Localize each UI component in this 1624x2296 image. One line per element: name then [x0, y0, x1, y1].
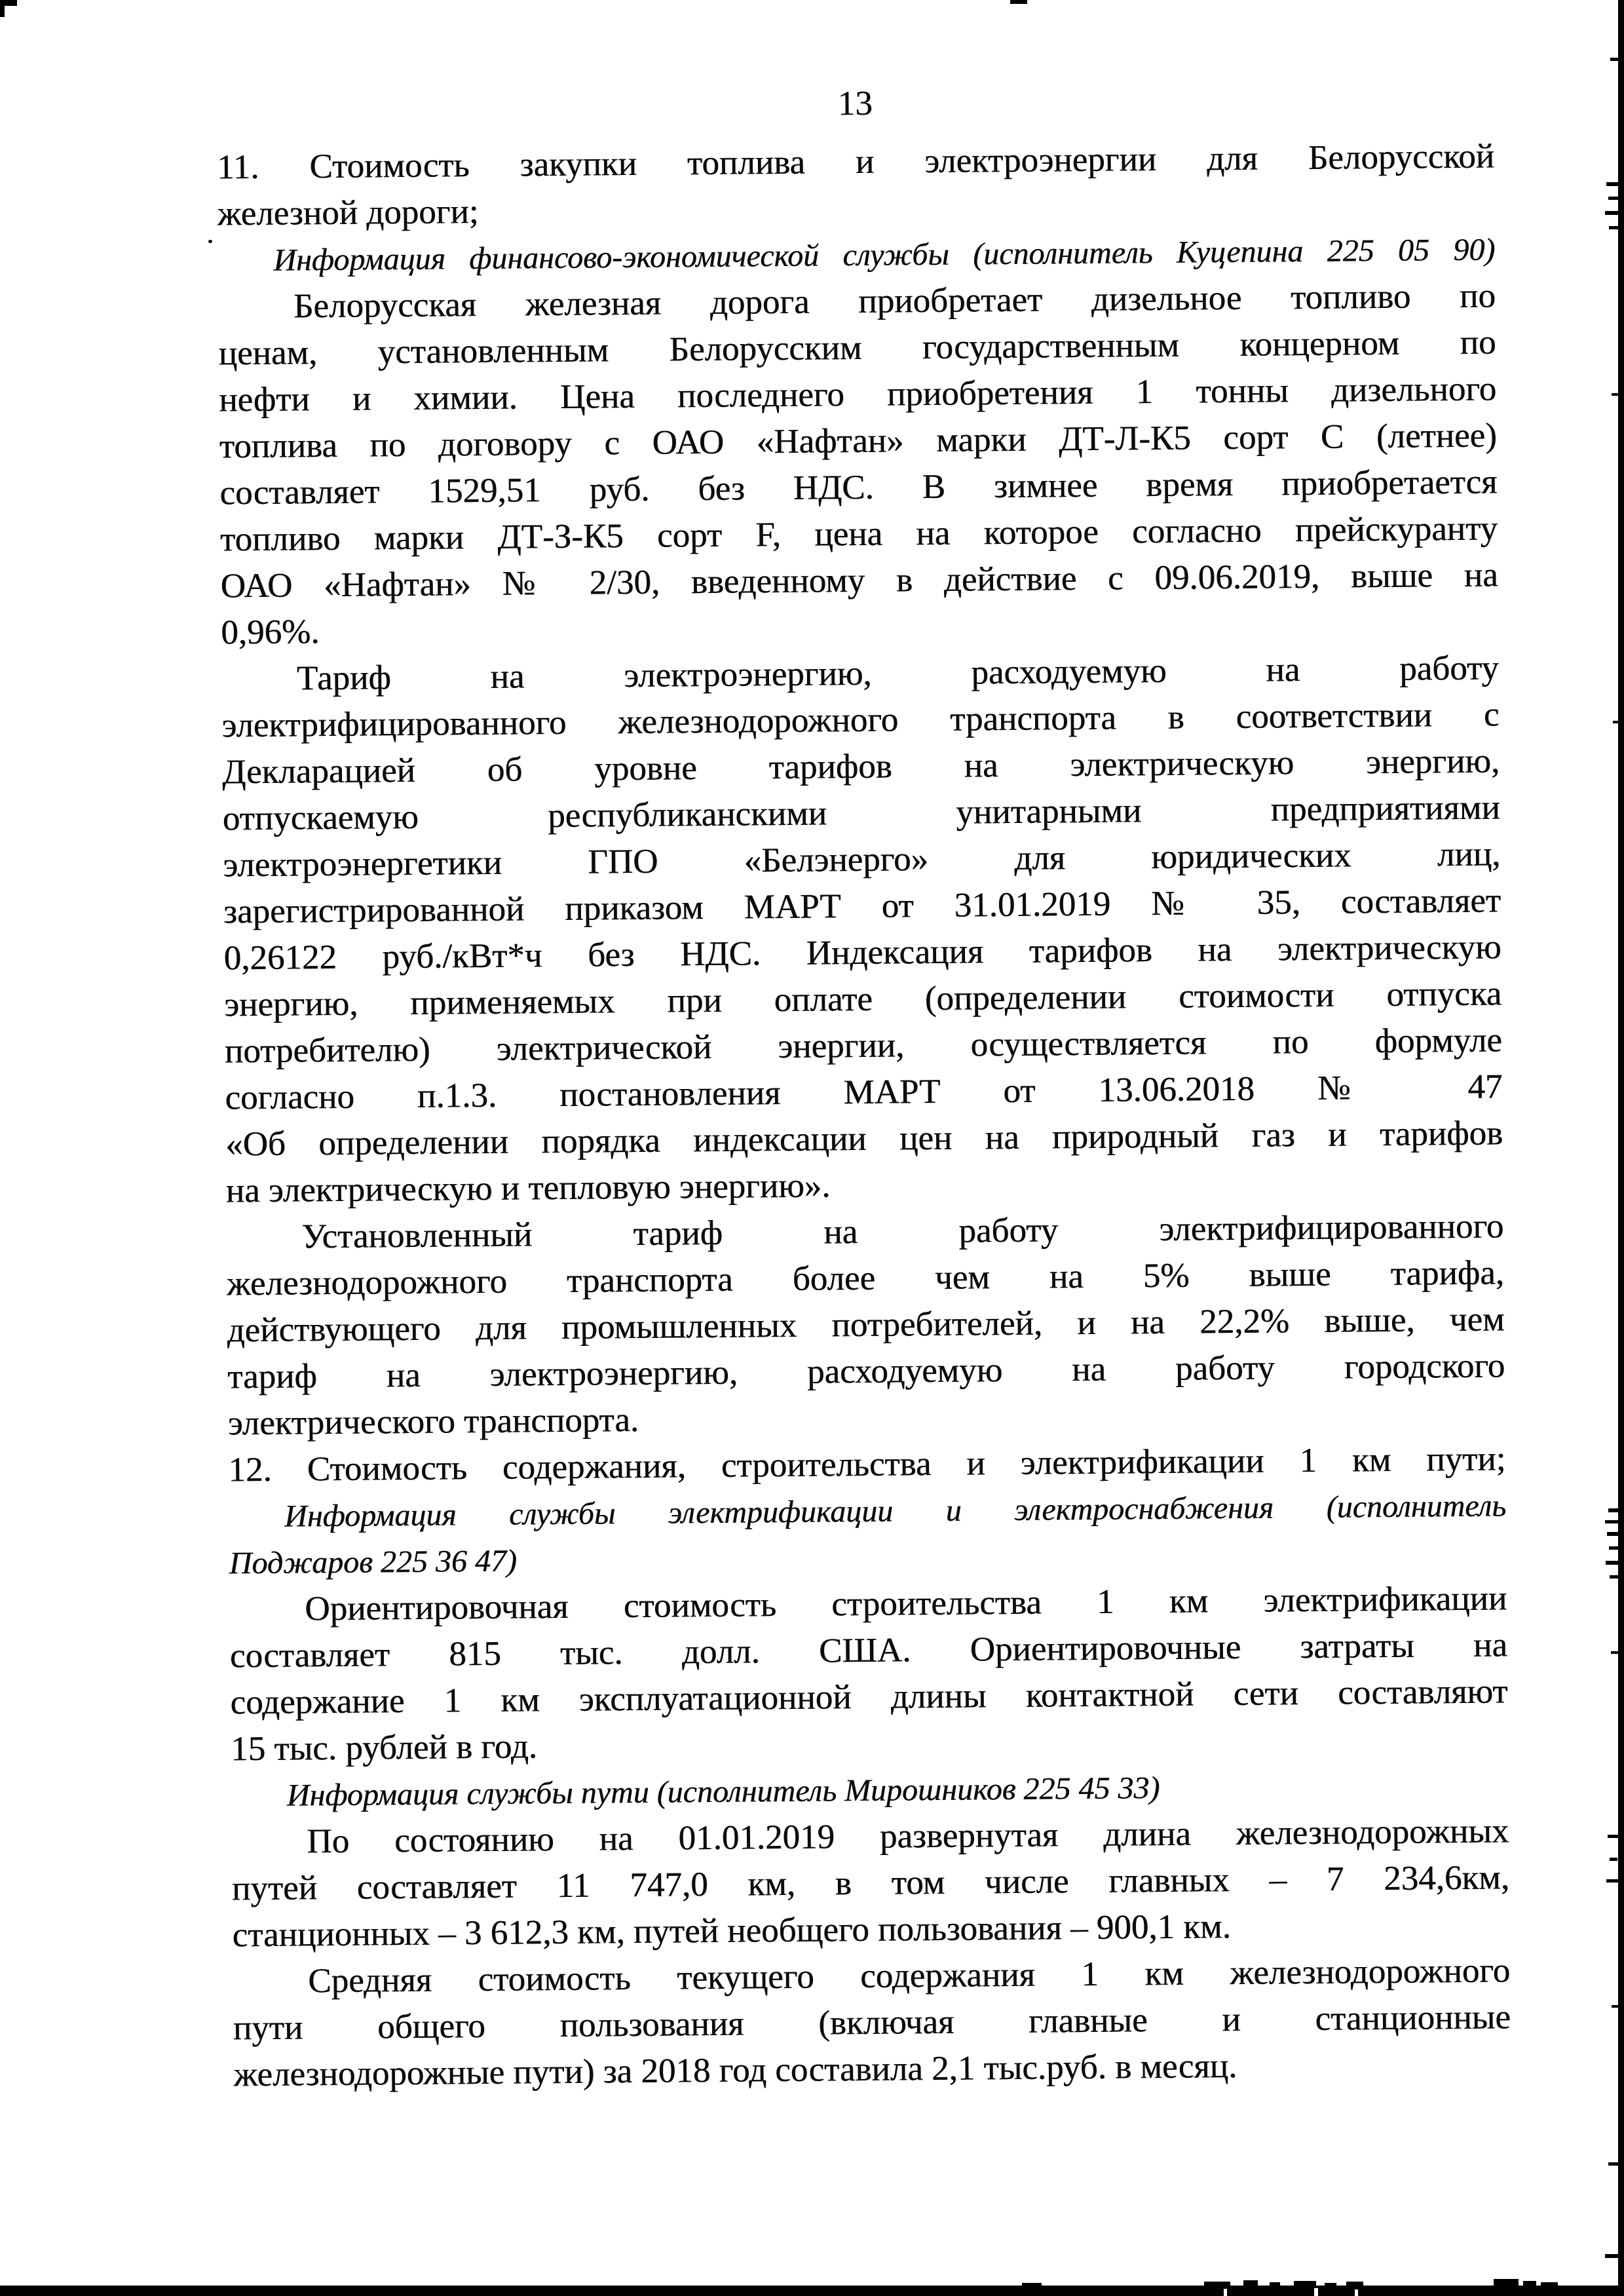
- text-line: 15 тыс. рублей в год.: [230, 1727, 538, 1769]
- text-line: нефти и химии. Цена последнего приобретения 1 тонны дизельного: [218, 370, 1497, 419]
- scan-artifact: [1270, 2282, 1280, 2286]
- text-line: составляет 1529,51 руб. без НДС. В зимнее время приобретается: [219, 463, 1498, 512]
- scan-artifact: [1606, 182, 1618, 186]
- body-paragraph: [226, 1203, 1505, 1447]
- scan-artifact: [0, 0, 5, 17]
- text-line: путей составляет 11 747,0 км, в том числе главных – 7 234,6км,: [231, 1858, 1510, 1908]
- scan-artifact: [1608, 1508, 1618, 1512]
- text-line: Ориентировочная стоимость строительства 1 км электрификации: [305, 1579, 1507, 1628]
- text-line: составляет 815 тыс. долл. США. Ориентировочные затраты на: [229, 1626, 1508, 1675]
- scan-artifact: [1314, 2288, 1318, 2296]
- scan-artifact: [1010, 0, 1027, 4]
- scan-artifact: [1294, 2281, 1316, 2286]
- document-body: [217, 133, 1511, 2098]
- text-line: 12. Стоимость содержания, строительства и электрификации 1 км пути;: [228, 1440, 1506, 1489]
- scan-artifact: [1494, 2279, 1519, 2286]
- text-line: Декларацией об уровне тарифов на электрическую энергию,: [221, 742, 1500, 792]
- text-line: Поджаров 225 36 47): [229, 1543, 518, 1581]
- scan-artifact: [1606, 1561, 1618, 1565]
- scan-artifact: [1612, 2005, 1618, 2008]
- text-line: «Об определении порядка индексации цен на природный газ и тарифов: [225, 1114, 1503, 1164]
- body-paragraph: [221, 645, 1503, 1214]
- scan-artifact: [1612, 393, 1618, 396]
- body-paragraph: [233, 1947, 1511, 2098]
- scan-bottom-bar: [0, 2286, 1624, 2296]
- scan-artifact: [1608, 197, 1618, 200]
- scan-artifact: [1613, 721, 1618, 723]
- text-line: 0,96%.: [221, 613, 320, 652]
- scan-artifact: [1609, 1546, 1618, 1550]
- text-line: электрического транспорта.: [227, 1400, 639, 1443]
- scan-artifact: [1605, 2254, 1618, 2258]
- scan-artifact: [1243, 2280, 1258, 2286]
- scan-artifact: [1224, 2289, 1227, 2296]
- text-line: тариф на электроэнергию, расходуемую на работу городского: [227, 1347, 1505, 1396]
- scan-artifact: [1523, 2281, 1536, 2286]
- text-line: Средняя стоимость текущего содержания 1 км железнодорожного: [307, 1951, 1511, 2000]
- scan-artifact: [1610, 1858, 1617, 1861]
- text-line: зарегистрированной приказом МАРТ от 31.01.2019 № 35, составляет: [223, 881, 1501, 931]
- text-line: отпускаемую республиканскими унитарными предприятиями: [222, 788, 1500, 838]
- text-line: ценам, установленным Белорусским государственным концерном по: [218, 323, 1496, 373]
- body-paragraph: [231, 1808, 1510, 1959]
- text-line: Информация финансово-экономической службы (исполнитель Куцепина 225 05 90): [273, 232, 1496, 278]
- scan-artifact: [1608, 2162, 1618, 2166]
- text-line: 0,26122 руб./кВт*ч без НДС. Индексация тарифов на электрическую: [223, 928, 1501, 978]
- scan-artifact: [1355, 2289, 1358, 2296]
- scan-artifact: [1325, 2283, 1336, 2286]
- text-line: топлива по договору с ОАО «Нафтан» марки ДТ-Л-К5 сорт С (летнее): [219, 416, 1497, 466]
- text-line: электроэнергетики ГПО «Белэнерго» для юридических лиц,: [223, 835, 1501, 885]
- scan-right-bar: [1618, 0, 1624, 2296]
- scan-artifact: [1606, 1879, 1618, 1883]
- text-line: железной дороги;: [217, 193, 479, 233]
- text-line: Информация службы пути (исполнитель Мирошников 225 45 33): [286, 1770, 1160, 1813]
- scan-artifact: [1611, 1651, 1618, 1654]
- scan-artifact: [1609, 226, 1618, 229]
- scan-artifact: [1605, 211, 1618, 215]
- annotation-paragraph: [229, 1482, 1507, 1586]
- body-paragraph: [217, 133, 1495, 237]
- scan-artifact: [208, 240, 212, 243]
- scan-artifact: [1541, 2282, 1558, 2286]
- page-content: [216, 78, 1511, 2098]
- text-line: согласно п.1.3. постановления МАРТ от 13.06.2018 № 47: [225, 1067, 1503, 1117]
- scan-artifact: [1610, 58, 1618, 61]
- text-line: энергию, применяемых при оплате (определении стоимости отпуска: [223, 974, 1502, 1024]
- text-line: потребителю) электрической энергии, осуществляется по формуле: [224, 1021, 1503, 1071]
- text-line: 11. Стоимость закупки топлива и электроэнергии для Белорусской: [216, 137, 1495, 187]
- text-line: действующего для промышленных потребителей, и на 22,2% выше, чем: [227, 1300, 1505, 1350]
- text-line: станционных – 3 612,3 км, путей необщего пользования – 900,1 км.: [232, 1907, 1232, 1955]
- scan-artifact: [1022, 2283, 1042, 2286]
- text-line: Белорусская железная дорога приобретает дизельное топливо по: [293, 277, 1496, 326]
- text-line: Информация службы электрификации и электроснабжения (исполнитель: [284, 1488, 1507, 1534]
- text-line: Установленный тариф на работу электрифицированного: [301, 1207, 1504, 1256]
- scan-artifact: [1610, 1575, 1618, 1578]
- scan-artifact: [1605, 1520, 1618, 1523]
- text-line: топливо марки ДТ-З-К5 сорт F, цена на которое согласно прейскуранту: [219, 509, 1498, 559]
- text-line: железнодорожные пути) за 2018 год составила 2,1 тыс.руб. в месяц.: [233, 2047, 1237, 2094]
- scan-artifact: [1607, 1532, 1618, 1536]
- text-line: ОАО «Нафтан» № 2/30, введенному в действие с 09.06.2019, выше на: [220, 556, 1498, 605]
- text-line: электрифицированного железнодорожного транспорта в соответствии с: [221, 695, 1500, 745]
- scan-artifact: [1346, 2282, 1363, 2286]
- page-number: 13: [837, 84, 873, 123]
- scan-artifact: [1608, 1835, 1618, 1838]
- text-line: содержание 1 км эксплуатационной длины контактной сети составляют: [230, 1672, 1508, 1722]
- text-line: пути общего пользования (включая главные и станционные: [233, 1998, 1511, 2048]
- body-paragraph: [218, 273, 1499, 656]
- scan-artifact: [1204, 2282, 1230, 2286]
- text-line: По состоянию на 01.01.2019 развернутая длина железнодорожных: [307, 1812, 1509, 1861]
- text-line: железнодорожного транспорта более чем на 5% выше тарифа,: [226, 1253, 1505, 1303]
- text-line: на электрическую и тепловую энергию».: [225, 1166, 831, 1210]
- text-line: Тариф на электроэнергию, расходуемую на работу: [296, 649, 1500, 698]
- body-paragraph: [229, 1575, 1508, 1772]
